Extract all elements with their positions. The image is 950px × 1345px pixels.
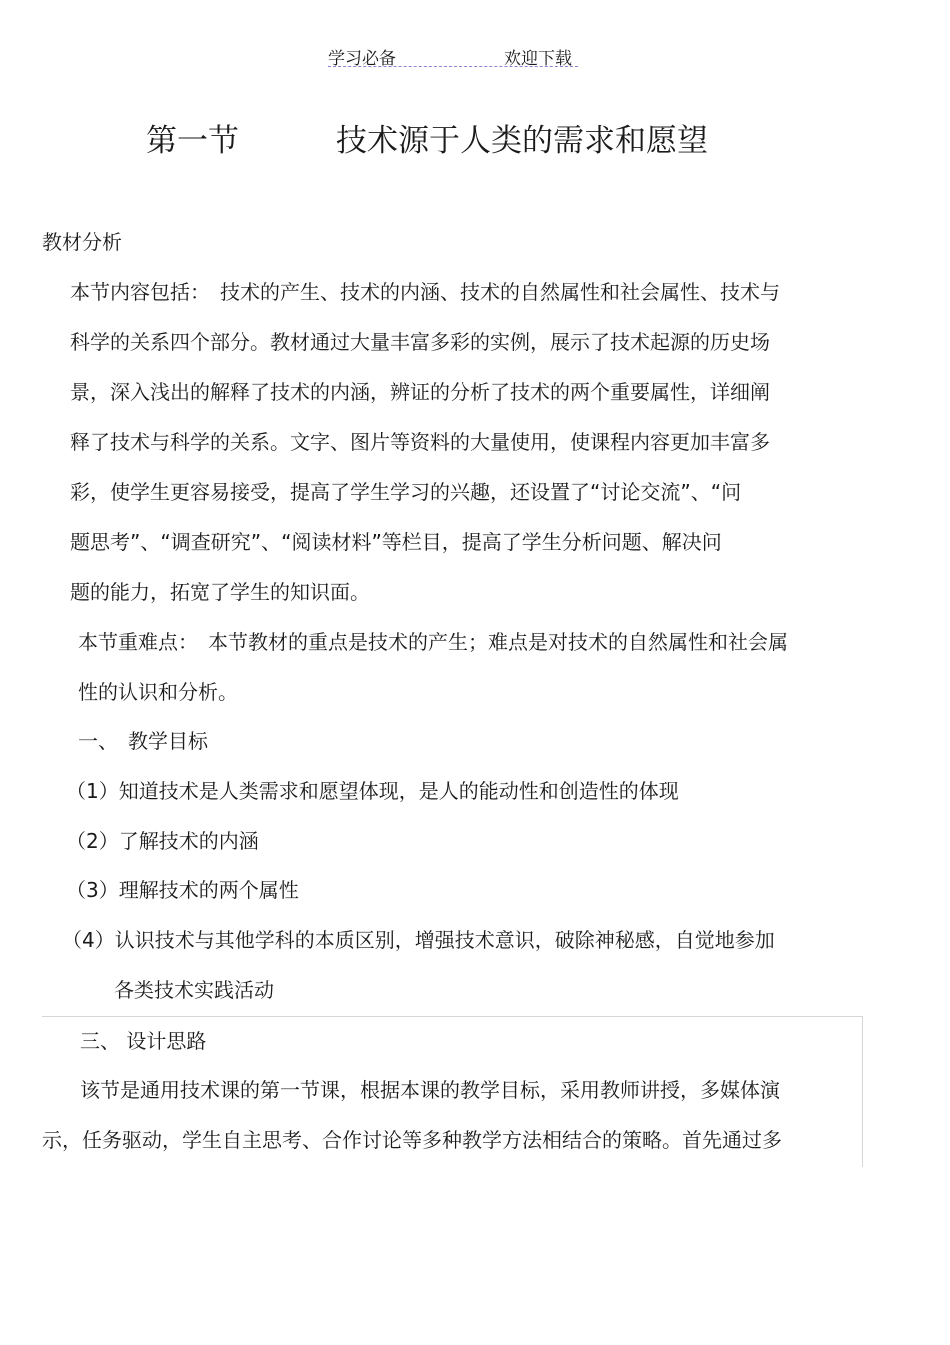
header-right-text: 欢迎下载 (504, 49, 572, 69)
analysis-line: 本节内容包括： 技术的产生、技术的内涵、技术的自然属性和社会属性、技术与 (70, 280, 780, 304)
objective-item: （1）知道技术是人类需求和愿望体现，是人的能动性和创造性的体现 (66, 779, 679, 803)
analysis-heading: 教材分析 (42, 230, 122, 254)
design-line: 该节是通用技术课的第一节课，根据本课的教学目标，采用教师讲授，多媒体演 (80, 1078, 780, 1102)
section-number: 第一节 (146, 123, 239, 159)
analysis-line: 景，深入浅出的解释了技术的内涵，辨证的分析了技术的两个重要属性，详细阐 (70, 380, 770, 404)
section-title: 技术源于人类的需求和愿望 (336, 123, 708, 159)
analysis-line: 科学的关系四个部分。教材通过大量丰富多彩的实例，展示了技术起源的历史场 (70, 330, 770, 354)
analysis-line: 彩，使学生更容易接受，提高了学生学习的兴趣，还设置了“讨论交流”、“问 (70, 480, 742, 504)
objective-item: （2）了解技术的内涵 (66, 829, 259, 853)
keypoint-line: 本节重难点： 本节教材的重点是技术的产生；难点是对技术的自然属性和社会属 (78, 630, 788, 654)
design-heading: 三、 设计思路 (80, 1029, 207, 1053)
analysis-line: 释了技术与科学的关系。文字、图片等资料的大量使用，使课程内容更加丰富多 (70, 430, 770, 454)
analysis-line: 题的能力，拓宽了学生的知识面。 (70, 580, 370, 604)
header-left-text: 学习必备 (328, 49, 396, 69)
analysis-line: 题思考”、“调查研究”、“阅读材料”等栏目，提高了学生分析问题、解决问 (70, 530, 722, 554)
page-header (328, 42, 578, 67)
objective-item: （3）理解技术的两个属性 (66, 878, 299, 902)
objective-item-continued: 各类技术实践活动 (114, 978, 274, 1002)
objectives-heading: 一、 教学目标 (78, 729, 208, 753)
objective-item: （4）认识技术与其他学科的本质区别，增强技术意识，破除神秘感，自觉地参加 (62, 928, 775, 952)
design-line: 示，任务驱动，学生自主思考、合作讨论等多种教学方法相结合的策略。首先通过多 (42, 1128, 782, 1152)
keypoint-line: 性的认识和分析。 (78, 680, 238, 704)
